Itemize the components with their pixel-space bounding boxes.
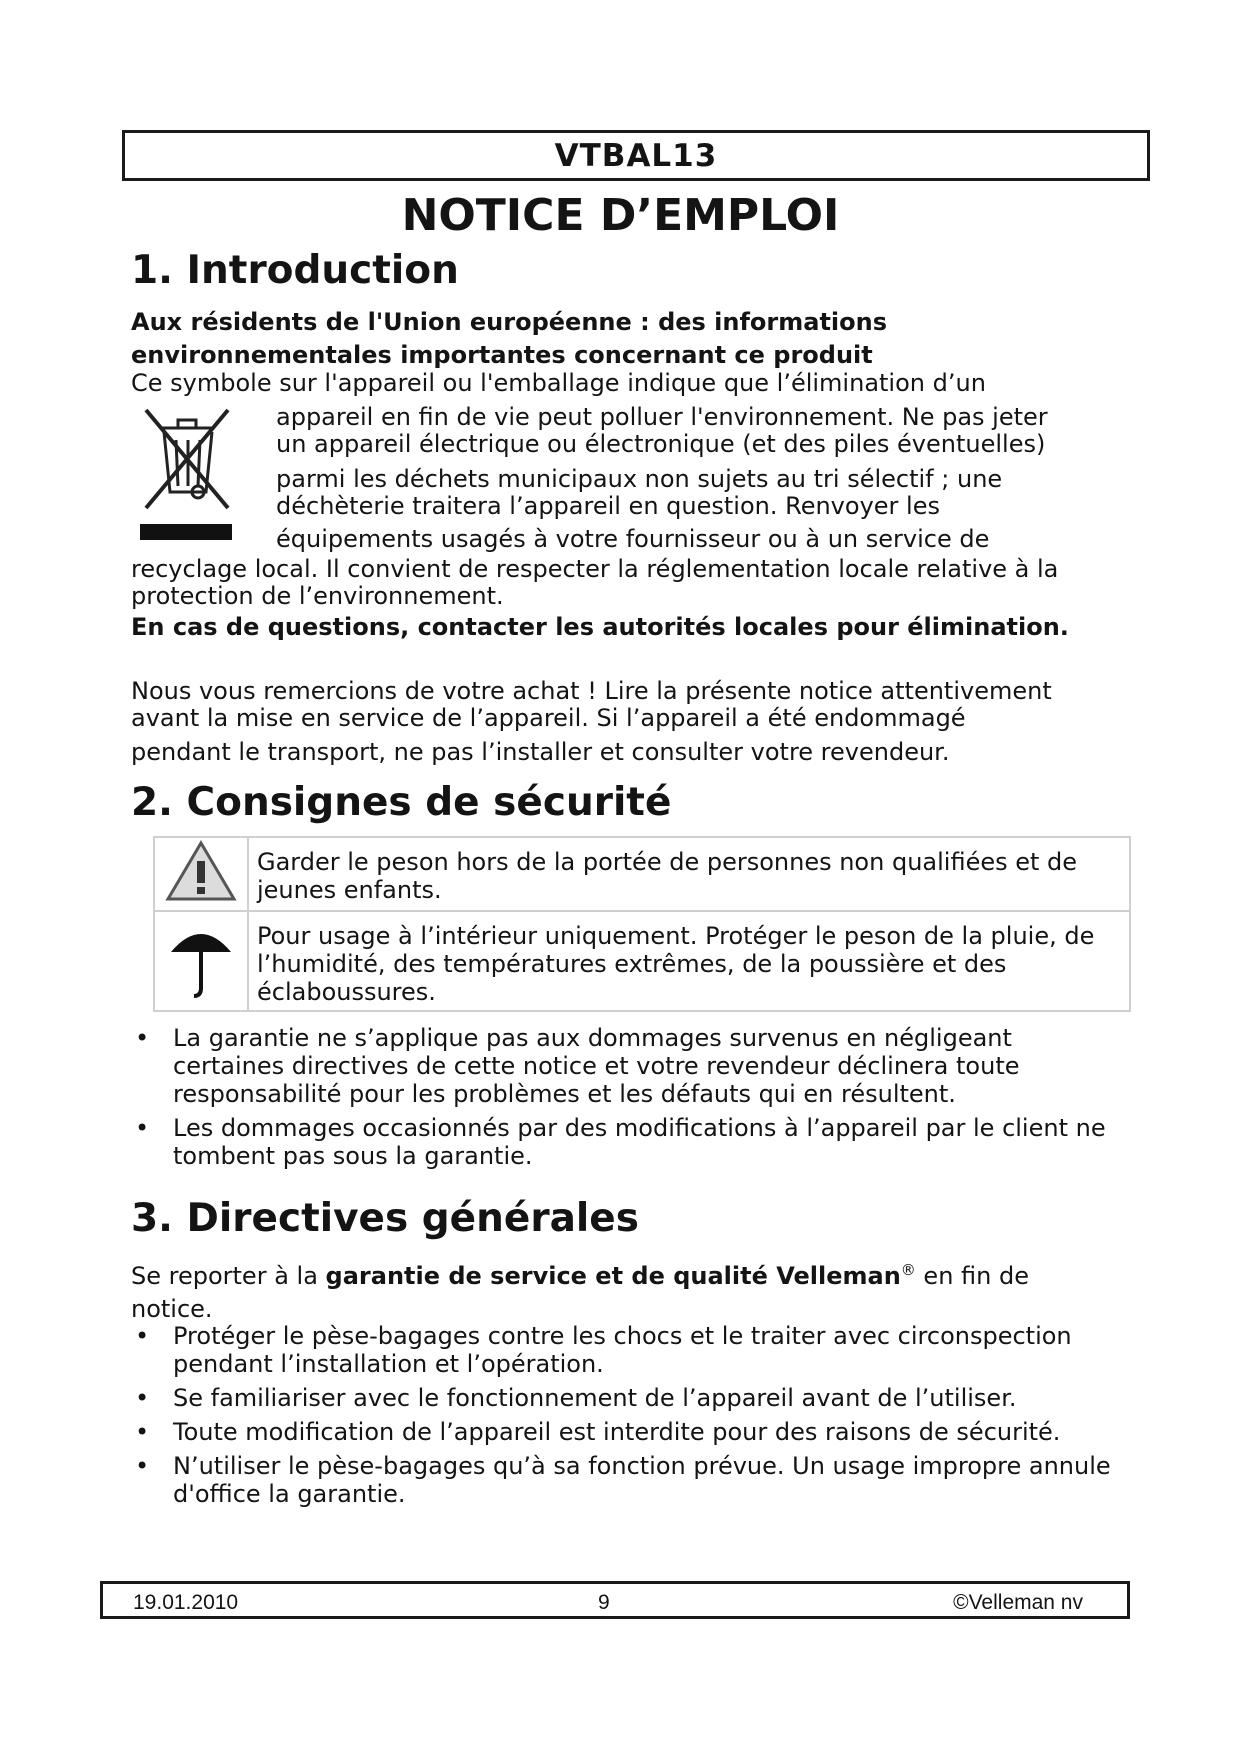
eu-text-after — [131, 556, 1058, 610]
contact-authorities-note: En cas de questions, contacter les autorités locales pour élimination. — [131, 613, 1069, 641]
bullet-item: • N’utiliser le pèse-bagages qu’à sa fonction prévue. Un usage impropre annule d'office la garantie. — [131, 1452, 1121, 1508]
weee-bin-icon — [136, 400, 236, 546]
thanks-paragraph — [131, 678, 1052, 766]
eu-text-line: Ce symbole sur l'appareil ou l'emballage indique que l’élimination d’un — [131, 369, 986, 397]
eu-text-block — [276, 404, 1048, 553]
eu-text-line: recyclage local. Il convient de respecter la réglementation locale relative à la — [131, 555, 1059, 583]
eu-text-line: un appareil électrique ou électronique (et des piles éventuelles) — [276, 430, 1046, 458]
section-heading-safety: 2. Consignes de sécurité — [131, 780, 672, 825]
footer-copyright: ©Velleman nv — [953, 1591, 1083, 1614]
section-heading-introduction: 1. Introduction — [131, 248, 459, 293]
umbrella-icon — [168, 916, 234, 1000]
document-title: NOTICE D’EMPLOI — [401, 190, 840, 241]
reference-prefix: Se reporter à la — [131, 1262, 326, 1290]
eu-text-line: appareil en fin de vie peut polluer l'environnement. Ne pas jeter — [276, 403, 1048, 431]
thanks-line: Nous vous remercions de votre achat ! Lire la présente notice attentivement — [131, 677, 1052, 705]
warranty-bullet-list — [131, 1024, 1121, 1176]
general-bullet-list — [131, 1322, 1121, 1514]
bullet-item: • La garantie ne s’applique pas aux dommages survenus en négligeant certaines directives de cette notice et votre revendeur déclinera toute responsabilité pour les problèmes et les défauts qui en résultent. — [131, 1024, 1121, 1108]
section-heading-general: 3. Directives générales — [131, 1196, 639, 1241]
safety-row — [154, 837, 1130, 911]
safety-text: Garder le peson hors de la portée de personnes non qualifiées et de jeunes enfants. — [248, 837, 1130, 911]
bullet-item: • Toute modification de l’appareil est interdite pour des raisons de sécurité. — [131, 1418, 1121, 1446]
velleman-warranty-reference — [131, 1254, 1091, 1326]
reference-suffix: en fin de notice. — [131, 1262, 1029, 1323]
eu-text-line: protection de l’environnement. — [131, 582, 504, 610]
model-number: VTBAL13 — [554, 137, 718, 174]
warranty-name: garantie de service et de qualité Velleman — [325, 1262, 901, 1290]
page-footer — [100, 1581, 1130, 1619]
footer-date: 19.01.2010 — [133, 1591, 239, 1614]
page-number: 9 — [598, 1591, 610, 1614]
safety-text: Pour usage à l’intérieur uniquement. Protéger le peson de la pluie, de l’humidité, des températures extrêmes, de la poussière et des éclaboussures. — [248, 911, 1130, 1011]
eu-text-line: équipements usagés à votre fournisseur ou à un service de — [276, 525, 990, 553]
safety-icon-cell — [154, 837, 248, 911]
bullet-item: • Protéger le pèse-bagages contre les chocs et le traiter avec circonspection pendant l’installation et l’opération. — [131, 1322, 1121, 1378]
warning-icon — [164, 839, 238, 903]
eu-text-line: parmi les déchets municipaux non sujets au tri sélectif ; une — [276, 465, 1003, 493]
safety-row — [154, 911, 1130, 1011]
thanks-line: pendant le transport, ne pas l’installer et consulter votre revendeur. — [131, 738, 950, 766]
model-header — [122, 130, 1150, 181]
safety-instructions-table — [153, 836, 1131, 1012]
eu-text-line: déchèterie traitera l’appareil en question. Renvoyer les — [276, 492, 940, 520]
bullet-item: • Se familiariser avec le fonctionnement de l’appareil avant de l’utiliser. — [131, 1384, 1121, 1412]
eu-notice-heading: Aux résidents de l'Union européenne : des informations environnementales importantes concernant ce produit — [131, 308, 888, 369]
thanks-line: avant la mise en service de l’appareil. Si l’appareil a été endommagé — [131, 704, 966, 732]
safety-icon-cell — [154, 911, 248, 1011]
bullet-item: • Les dommages occasionnés par des modifications à l’appareil par le client ne tombent pas sous la garantie. — [131, 1114, 1121, 1170]
registered-mark: ® — [900, 1261, 916, 1279]
